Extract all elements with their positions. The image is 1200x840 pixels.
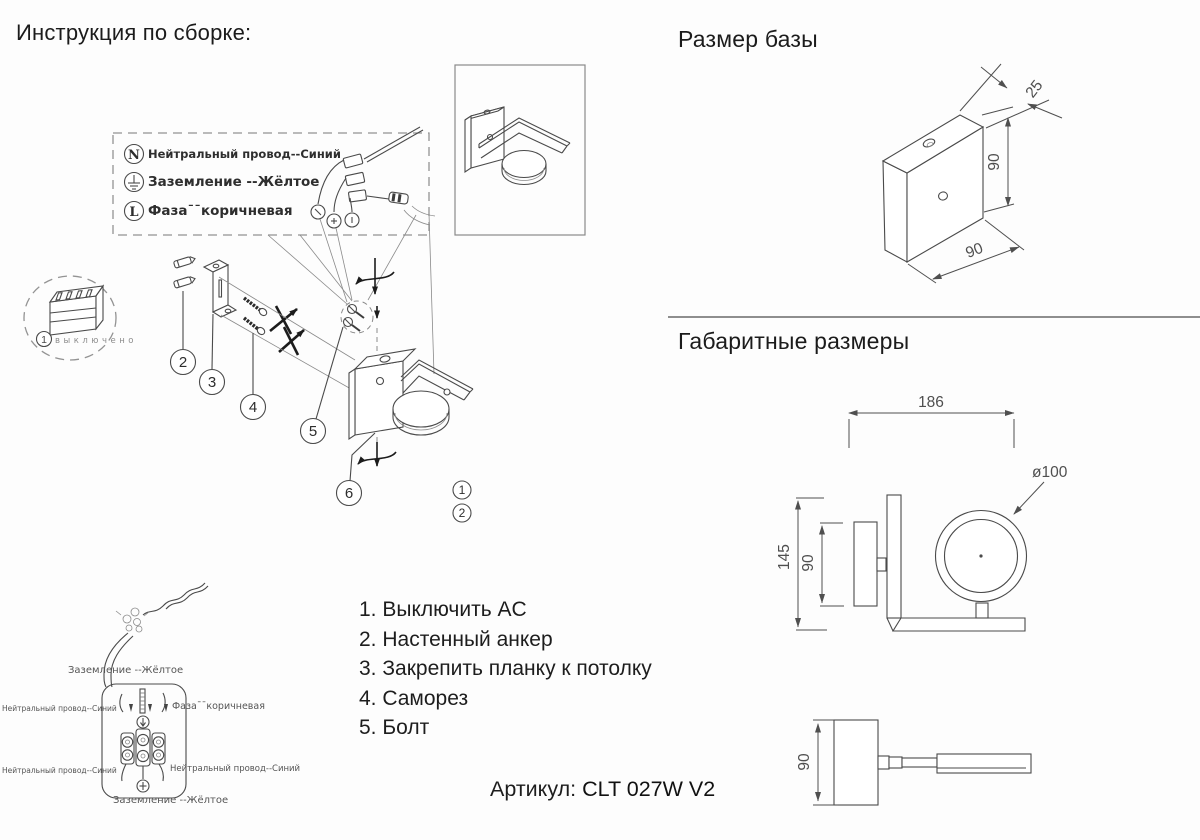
wiring-label-neutral-left: Нейтральный провод--Синий [2, 704, 117, 713]
mounting-bracket [204, 260, 236, 317]
callout-5: 5 [308, 423, 318, 440]
wiring-label-earth-top: Заземление --Жёлтое [68, 665, 184, 676]
step-item: 1. Выключить AC [359, 598, 527, 621]
screw-rotation-icon [270, 306, 304, 355]
legend-earth-label: Заземление --Жёлтое [148, 174, 320, 190]
overall-size-front-view [776, 394, 1068, 631]
overall-size-side-view [796, 720, 1031, 805]
wall-anchors [173, 255, 196, 288]
neutral-symbol: N [128, 148, 140, 163]
callout-6: 6 [344, 485, 354, 502]
assembly-steps [359, 595, 652, 743]
callout-2: 2 [178, 354, 188, 371]
wire-bundle [116, 608, 149, 632]
wiring-label-earth-bottom: Заземление --Жёлтое [113, 795, 229, 806]
screwdriver-icon [367, 192, 409, 205]
lamp-body [349, 349, 473, 439]
terminal-block [121, 729, 165, 766]
callout-1: 1 [41, 334, 47, 346]
finished-view [455, 65, 585, 235]
step-item: 5. Болт [359, 716, 430, 740]
callout-4: 4 [248, 399, 258, 416]
article-line [490, 777, 715, 802]
dim-lamp-diameter: ø100 [1032, 464, 1068, 481]
legend-neutral-label: Нейтральный провод--Синий [148, 147, 341, 161]
breaker-detail [24, 276, 137, 360]
wiring-label-neutral-left-low: Нейтральный провод--Синий [2, 766, 117, 775]
dim-overall-width: 186 [918, 394, 944, 411]
wire-connection-illustration [311, 127, 435, 228]
callout-3: 3 [207, 374, 217, 391]
step-item: 4. Саморез [359, 686, 469, 710]
dim-base-depth: 25 [1022, 77, 1047, 102]
line-symbol: L [129, 205, 139, 220]
base-size-drawing [883, 64, 1062, 283]
assembly-diagram [24, 65, 585, 522]
breaker-off-label: выключено [55, 336, 137, 346]
overall-size-title: Габаритные размеры [678, 328, 910, 354]
wiring-label-neutral-right-low: Нейтральный провод--Синий [170, 764, 301, 774]
callout-extra-1: 1 [458, 483, 466, 497]
callouts [171, 350, 472, 523]
article-label: Артикул: [490, 777, 577, 801]
page-title: Инструкция по сборке: [16, 20, 252, 45]
dim-plate-height: 90 [800, 554, 817, 572]
dim-overall-height: 145 [776, 544, 793, 570]
callout-extra-2: 2 [458, 506, 466, 520]
step-item: 2. Настенный анкер [359, 627, 553, 651]
dim-base-width: 90 [963, 239, 986, 262]
wiring-label-phase-right: Фаза¯¯коричневая [172, 701, 265, 712]
step-item: 3. Закрепить планку к потолку [359, 657, 652, 681]
terminal-screws-detail [341, 301, 373, 333]
rotate-arrow-icon-bottom [358, 437, 396, 466]
dim-base-height: 90 [986, 153, 1003, 171]
base-size-title: Размер базы [678, 26, 818, 52]
legend-line-label: Фаза¯¯коричневая [148, 203, 293, 219]
dim-side-depth: 90 [796, 753, 813, 771]
article-value: CLT 027W V2 [582, 777, 716, 801]
legend-symbols [125, 145, 144, 221]
